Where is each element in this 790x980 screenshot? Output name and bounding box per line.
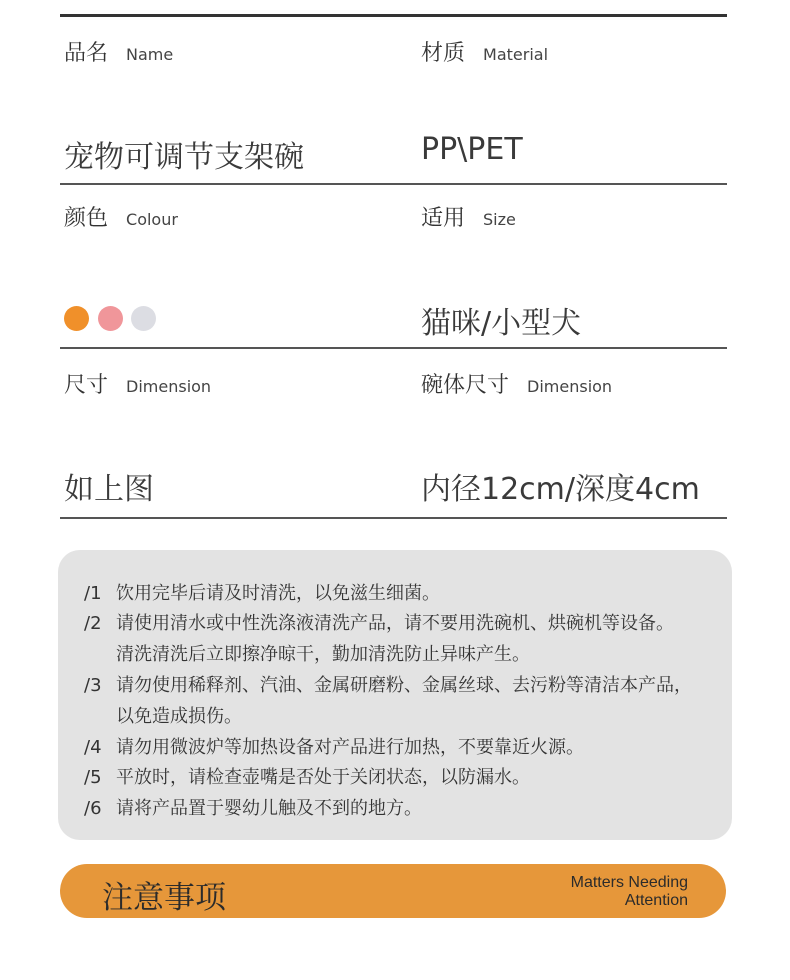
dimension-value: 如上图 — [64, 472, 154, 507]
note-number: /2 — [84, 613, 102, 634]
note-item — [84, 763, 530, 789]
note-item — [84, 579, 440, 605]
colour-swatch-grey — [131, 306, 156, 331]
material-label-en: Material — [483, 45, 549, 64]
care-notes-panel — [58, 550, 732, 840]
divider — [60, 347, 727, 349]
bowl-dimension-label-cn: 碗体尺寸 — [421, 373, 510, 398]
note-item — [84, 733, 584, 759]
material-label-cn: 材质 — [421, 41, 466, 66]
note-continuation: 清洗清洗后立即擦净晾干，勤加清洗防止异味产生。 — [116, 644, 530, 665]
name-label — [64, 36, 173, 67]
colour-swatch-orange — [64, 306, 89, 331]
banner-title-en-line2: Attention — [624, 892, 688, 909]
divider — [60, 183, 727, 185]
banner-title-en-line1: Matters Needing — [570, 874, 688, 891]
dimension-label-cn: 尺寸 — [64, 373, 109, 398]
note-continuation: 以免造成损伤。 — [116, 706, 242, 727]
size-label-cn: 适用 — [421, 206, 466, 231]
bowl-dimension-value: 内径12cm/深度4cm — [421, 472, 700, 507]
size-label — [421, 201, 516, 232]
attention-banner — [60, 864, 726, 918]
banner-title-en — [571, 874, 688, 910]
note-item — [84, 794, 422, 820]
banner-title-cn: 注意事项 — [102, 880, 226, 916]
note-number: /5 — [84, 767, 102, 788]
note-number: /1 — [84, 583, 102, 604]
size-label-en: Size — [483, 210, 516, 229]
colour-label-cn: 颜色 — [64, 206, 109, 231]
note-number: /3 — [84, 675, 102, 696]
material-value: PP\PET — [421, 132, 523, 167]
top-divider — [60, 14, 727, 17]
name-label-cn: 品名 — [64, 41, 109, 66]
note-item — [84, 609, 674, 635]
note-number: /6 — [84, 798, 102, 819]
colour-label — [64, 201, 178, 232]
bowl-dimension-label-en: Dimension — [527, 377, 613, 396]
dimension-label-en: Dimension — [126, 377, 212, 396]
dimension-label — [64, 368, 211, 399]
note-item — [84, 671, 692, 697]
note-text: 饮用完毕后请及时清洗，以免滋生细菌。 — [116, 583, 440, 604]
bowl-dimension-label — [421, 368, 612, 399]
size-value: 猫咪/小型犬 — [421, 306, 582, 341]
colour-swatch-pink — [98, 306, 123, 331]
note-text: 请将产品置于婴幼儿触及不到的地方。 — [116, 798, 422, 819]
note-text: 平放时，请检查壶嘴是否处于关闭状态，以防漏水。 — [116, 767, 530, 788]
note-number: /4 — [84, 737, 102, 758]
name-value: 宠物可调节支架碗 — [64, 140, 304, 175]
note-text: 请使用清水或中性洗涤液清洗产品，请不要用洗碗机、烘碗机等设备。 — [116, 613, 674, 634]
colour-label-en: Colour — [126, 210, 178, 229]
name-label-en: Name — [126, 45, 174, 64]
divider — [60, 517, 727, 519]
material-label — [421, 36, 548, 67]
note-text: 请勿用微波炉等加热设备对产品进行加热，不要靠近火源。 — [116, 737, 584, 758]
note-text: 请勿使用稀释剂、汽油、金属研磨粉、金属丝球、去污粉等清洁本产品， — [116, 675, 692, 696]
